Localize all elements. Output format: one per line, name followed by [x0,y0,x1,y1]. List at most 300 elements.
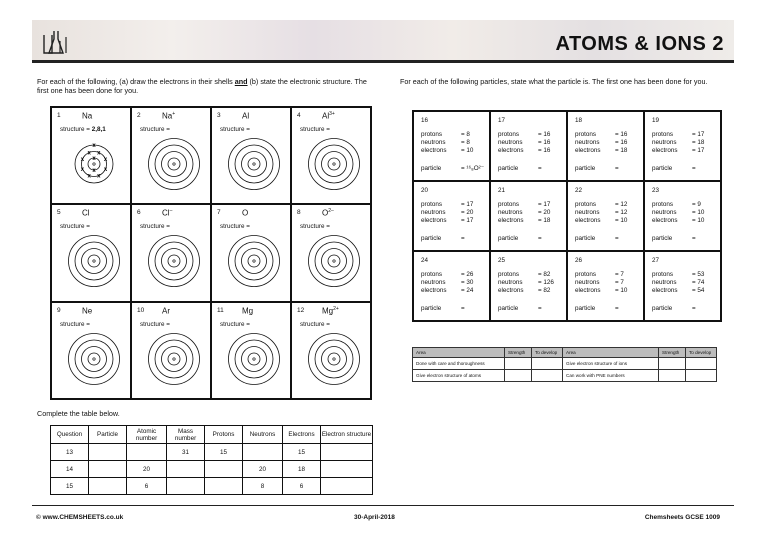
assessment-header: Area [563,348,659,358]
protons-row [652,131,704,139]
assessment-row [413,358,717,370]
electron-mark: x [87,173,91,180]
structure-label: structure = [140,126,170,133]
particle-answer [498,305,542,312]
answer-cell[interactable] [321,444,373,461]
question-table-header: Particle [89,426,127,444]
particle-counts [421,201,473,226]
electron-shell [315,145,353,183]
structure-field [60,321,90,328]
neutrons-value: = 12 [615,209,628,217]
electron-shell [69,333,120,384]
particle-answer [575,305,619,312]
electron-shell [248,255,260,267]
protons-value: = 8 [461,131,470,138]
answer-cell[interactable] [205,478,243,495]
neutrons-row [575,139,627,147]
lab-glassware-icon [40,27,70,57]
protons-row [652,271,704,279]
neutrons-value: = 16 [615,139,628,147]
electrons-value: = 18 [538,217,551,225]
electron-shell [248,353,260,365]
protons-row [575,201,627,209]
protons-row [421,201,473,209]
structure-label: structure = [300,126,330,133]
symbol-text: Al [242,111,250,121]
particle-label: particle [652,165,673,172]
answer-cell[interactable] [321,461,373,478]
particle-label: particle [575,305,596,312]
particle-counts [575,131,627,156]
electrons-row [575,217,627,225]
answer-cell[interactable]: 8 [243,478,283,495]
shell-diagram [226,233,282,289]
table-row [51,478,373,495]
protons-value: = 12 [615,201,628,208]
electrons-value: = 17 [692,147,705,155]
structure-field [300,126,330,133]
neutrons-label: neutrons [652,209,677,217]
shell-diagram [146,331,202,387]
protons-label: protons [575,271,597,278]
particle-counts [498,131,550,156]
shell-diagram [66,331,122,387]
symbol-text: Ar [162,306,170,316]
electrons-row [652,217,704,225]
answer-cell[interactable] [167,461,205,478]
electron-shell [88,255,100,267]
footer-website: © www.CHEMSHEETS.co.uk [36,514,124,521]
atom-number: 1 [57,112,61,119]
nucleus [93,260,95,262]
atom-symbol [82,306,92,316]
symbol-text: Na [82,111,93,121]
answer-cell[interactable] [127,444,167,461]
atom-symbol [242,208,248,218]
neutrons-row [421,139,473,147]
protons-value: = 26 [461,271,474,278]
electrons-row [652,147,704,155]
structure-label: structure = [300,320,330,328]
assessment-table [412,347,717,382]
electrons-row [652,287,704,295]
electrons-value: = 16 [538,147,551,155]
protons-label: protons [575,131,597,138]
electrons-value: = 54 [692,287,705,295]
particle-number: 26 [575,257,583,264]
ion-charge: – [169,208,173,215]
answer-cell[interactable]: 31 [167,444,205,461]
particle-answer [421,235,465,242]
electron-shell [309,333,360,384]
question-table-header: Mass number [167,426,205,444]
electron-mark: x [97,150,101,157]
electron-shell [75,242,113,280]
electron-shell [88,353,100,365]
neutrons-value: = 20 [461,209,474,217]
electrons-value: = 10 [615,217,628,225]
electron-shell [82,346,107,371]
protons-label: protons [652,271,674,278]
atom-symbol [322,306,339,316]
neutrons-label: neutrons [421,139,446,147]
protons-value: = 82 [538,271,551,278]
assessment-header: To develop [686,348,717,358]
electron-mark: x [103,157,108,164]
electron-shell [328,353,340,365]
atom-number: 7 [217,209,221,217]
atom-cell [131,204,211,301]
particle-number: 18 [575,117,583,124]
particle-number: 20 [421,187,429,194]
electron-shell [328,255,340,267]
structure-field [140,126,170,133]
assessment-cell [686,370,717,382]
particle-answer [575,235,619,242]
neutrons-value: = 74 [692,279,705,287]
protons-row [498,131,550,139]
electrons-label: electrons [575,217,601,225]
electron-shell [155,145,193,183]
particle-counts [652,271,704,296]
electrons-row [575,287,627,295]
electron-shell [162,346,187,371]
neutrons-value: = 8 [461,139,470,147]
symbol-text: Na [162,111,173,121]
atom-cell [51,302,131,399]
answer-cell[interactable]: 6 [283,478,321,495]
atom-symbol [162,306,170,316]
electrons-value: = 10 [692,217,705,225]
electron-shell [242,152,267,177]
footer [32,505,734,521]
assessment-cell: Give electron structure of atoms [413,370,505,382]
neutrons-row [498,279,554,287]
atom-grid [50,106,372,400]
assessment-cell: Can work with PNE numbers [563,370,659,382]
answer-cell[interactable] [243,444,283,461]
electrons-value: = 10 [461,147,474,155]
particle-cell [644,181,721,251]
left-instructions: For each of the following, (a) draw the electrons in their shells and (b) state the electronic structure. The first one has been done for you. [37,77,367,95]
neutrons-value: = 30 [461,279,474,287]
particle-answer [498,235,542,242]
atom-number: 4 [297,112,301,119]
particle-cell [644,251,721,321]
protons-label: protons [421,271,443,278]
answer-cell[interactable] [321,478,373,495]
nucleus [93,163,95,165]
electrons-row [498,147,550,155]
nucleus [253,163,255,165]
protons-row [575,131,627,139]
symbol-text: Mg [322,306,334,316]
neutrons-value: = 18 [692,139,705,147]
electron-shell [235,145,273,183]
neutrons-label: neutrons [575,279,600,287]
structure-label: structure = [60,223,90,231]
atom-cell [211,204,291,301]
particle-value: = [538,165,542,172]
particle-value: = [615,305,619,312]
protons-value: = 17 [538,201,551,208]
ion-charge: 3+ [329,111,335,117]
particle-cell [644,111,721,181]
table-row [51,444,373,461]
electron-shell [82,249,107,274]
structure-field [140,223,170,230]
electron-shell [168,353,180,365]
particle-counts [652,201,704,226]
ion-charge: 2+ [333,305,339,312]
electrons-label: electrons [421,147,447,155]
header-banner [32,20,734,63]
atom-cell [211,107,291,204]
electrons-label: electrons [421,287,447,295]
protons-value: = 16 [538,131,551,138]
question-table [50,425,373,495]
answer-cell[interactable] [89,461,127,478]
electron-shell [235,340,273,378]
nucleus [333,163,335,165]
atom-cell [51,107,131,204]
particle-answer [498,165,542,172]
symbol-text: Cl [82,208,90,218]
electron-shell [248,158,260,170]
structure-field [220,321,250,328]
neutrons-label: neutrons [652,279,677,287]
structure-label: structure = [220,320,250,328]
shell-diagram [226,331,282,387]
neutrons-value: = 126 [538,279,554,287]
symbol-text: Mg [242,306,254,316]
answer-cell[interactable] [89,444,127,461]
electron-mark: x [103,166,108,173]
electron-shell [162,152,187,177]
protons-row [498,271,554,279]
particle-counts [498,201,550,226]
shell-diagram [146,233,202,289]
shell-diagram [226,136,282,192]
electron-mark: x [92,143,96,149]
electron-shell [162,249,187,274]
structure-field [300,321,330,328]
particle-number: 21 [498,187,506,194]
electron-mark: x [97,173,101,180]
particle-answer [652,165,696,172]
particle-cell [490,251,567,321]
question-table-header: Atomic number [127,426,167,444]
electrons-label: electrons [498,217,524,225]
electron-shell [69,236,120,287]
particle-grid [412,110,722,322]
structure-label: structure = [220,126,250,133]
neutrons-row [652,279,704,287]
right-instructions: For each of the following particles, state what the particle is. The first one has been done for you. [400,77,708,86]
atom-cell [291,107,371,204]
electrons-row [575,147,627,155]
nucleus [93,357,95,359]
protons-label: protons [498,201,520,208]
neutrons-row [421,209,473,217]
particle-label: particle [421,235,442,242]
electrons-value: = 18 [615,147,628,155]
neutrons-row [652,209,704,217]
shell-diagram [66,136,122,192]
answer-cell[interactable] [167,478,205,495]
atom-symbol [322,208,334,218]
answer-cell[interactable]: 18 [283,461,321,478]
protons-value: = 16 [615,131,628,138]
electrons-row [421,217,473,225]
neutrons-label: neutrons [575,209,600,217]
particle-value: = [692,165,696,172]
assessment-cell [532,370,563,382]
particle-cell [413,111,490,181]
particle-value: = [615,235,619,242]
electrons-label: electrons [652,217,678,225]
electron-shell [229,236,280,287]
assessment-header: To develop [532,348,563,358]
table-row [51,461,373,478]
electron-shell [309,236,360,287]
protons-label: protons [652,201,674,208]
answer-cell[interactable] [205,461,243,478]
particle-number: 23 [652,187,660,194]
atom-number: 2 [137,112,141,119]
structure-field [60,126,106,133]
particle-number: 27 [652,257,660,264]
electrons-label: electrons [575,287,601,295]
protons-label: protons [498,131,520,138]
atom-number: 11 [217,306,224,314]
particle-cell [413,251,490,321]
electrons-row [498,287,554,295]
symbol-text: O [322,208,329,218]
ion-charge: 2– [328,208,334,215]
neutrons-label: neutrons [498,209,523,217]
structure-field [140,321,170,328]
assessment-cell: Give electron structure of ions [563,358,659,370]
nucleus [333,260,335,262]
protons-value: = 7 [615,271,624,278]
particle-answer [652,305,696,312]
assessment-header: Strength [505,348,532,358]
answer-cell[interactable]: 6 [127,478,167,495]
footer-date: 30-April-2018 [354,514,395,521]
electrons-label: electrons [421,217,447,225]
assessment-cell [532,358,563,370]
structure-label: structure = [300,223,330,231]
electron-mark: x [92,156,96,162]
nucleus [253,260,255,262]
atom-symbol [162,208,172,218]
nucleus [253,357,255,359]
electrons-value: = 10 [615,287,628,295]
answer-cell[interactable]: 15 [283,444,321,461]
assessment-header: Area [413,348,505,358]
protons-label: protons [498,271,520,278]
answer-cell[interactable]: 20 [243,461,283,478]
electrons-label: electrons [575,147,601,155]
structure-label: structure = [220,223,250,231]
particle-counts [652,131,704,156]
electron-shell [322,249,347,274]
shell-diagram [66,233,122,289]
neutrons-row [575,209,627,217]
question-table-header: Neutrons [243,426,283,444]
electron-shell [235,242,273,280]
symbol-text: Cl [162,208,170,218]
particle-label: particle [498,165,519,172]
neutrons-row [498,209,550,217]
electrons-value: = 82 [538,287,551,295]
assessment-row [413,370,717,382]
electron-mark: x [92,168,96,174]
atom-number: 6 [137,209,141,217]
nucleus [173,163,175,165]
protons-label: protons [421,201,443,208]
neutrons-value: = 16 [538,139,551,147]
protons-value: = 9 [692,201,701,208]
electron-shell [242,249,267,274]
electron-shell [328,158,340,170]
particle-counts [421,131,473,156]
electrons-value: = 24 [461,287,474,295]
protons-row [652,201,704,209]
particle-label: particle [498,305,519,312]
particle-value: = [615,165,619,172]
protons-row [421,131,473,139]
particle-label: particle [421,165,442,172]
protons-value: = 17 [692,131,705,138]
assessment-cell [505,370,532,382]
particle-cell [490,181,567,251]
atom-cell [51,204,131,301]
particle-label: particle [575,165,596,172]
answer-cell[interactable]: 15 [205,444,243,461]
protons-label: protons [575,201,597,208]
answer-cell[interactable]: 20 [127,461,167,478]
neutrons-row [575,279,627,287]
structure-field [300,223,330,230]
electron-shell [322,152,347,177]
electron-mark: x [80,157,85,164]
particle-label: particle [575,235,596,242]
particle-number: 16 [421,117,429,124]
particle-value: = [538,235,542,242]
neutrons-label: neutrons [652,139,677,147]
particle-counts [575,201,627,226]
footer-code: Chemsheets GCSE 1009 [644,514,720,521]
structure-label: structure = [60,126,90,133]
atom-cell [211,302,291,399]
particle-cell [567,251,644,321]
particle-number: 22 [575,187,583,194]
answer-cell[interactable] [89,478,127,495]
electrons-label: electrons [498,287,524,295]
question-number: 14 [51,461,89,478]
protons-value: = 17 [461,201,474,208]
atom-cell [291,302,371,399]
atom-number: 12 [297,306,305,314]
question-table-header: Question [51,426,89,444]
neutrons-label: neutrons [498,279,523,287]
protons-row [421,271,473,279]
protons-label: protons [421,131,443,138]
neutrons-value: = 10 [692,209,705,217]
assessment-cell [686,358,717,370]
